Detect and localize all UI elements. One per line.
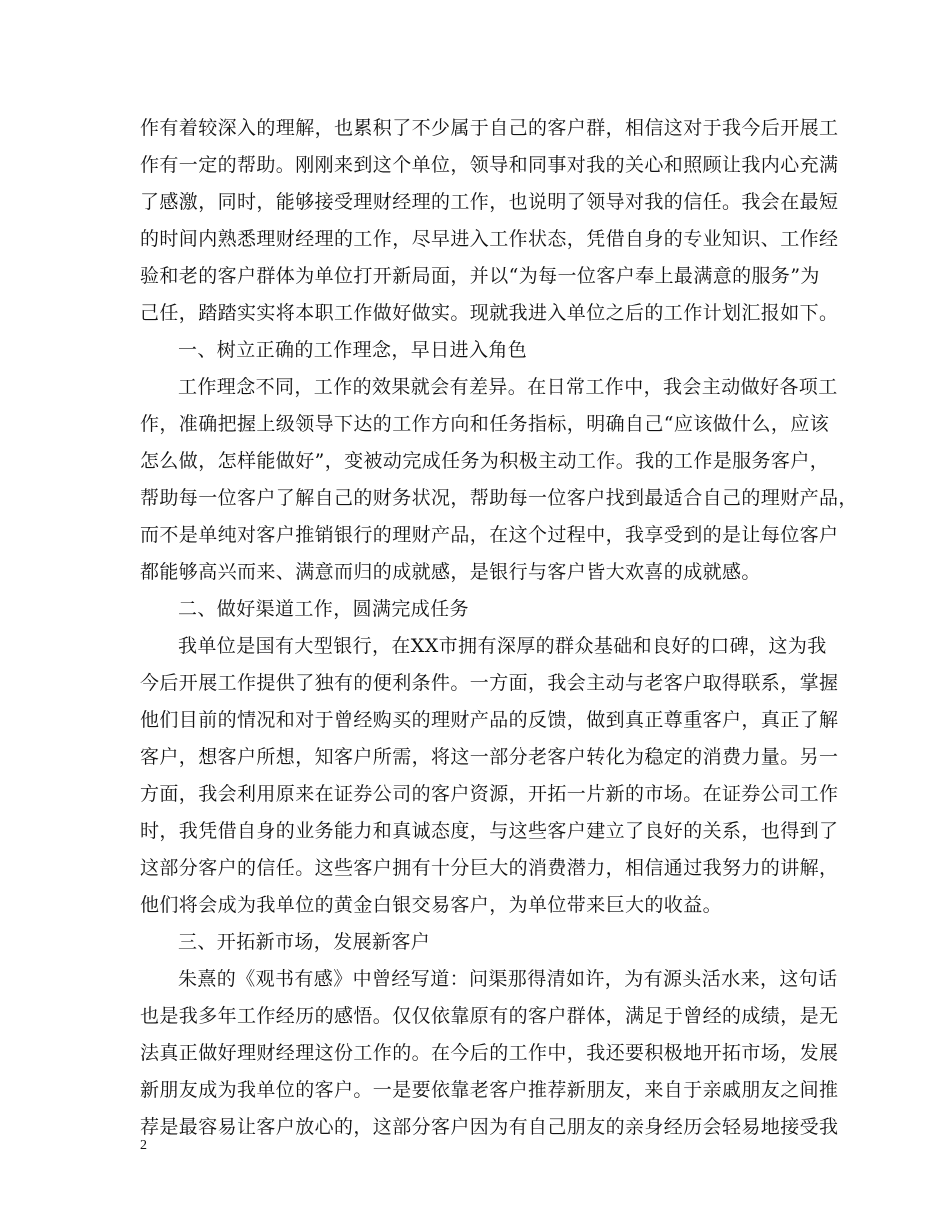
body-text-line: 他们将会成为我单位的黄金白银交易客户，为单位带来巨大的收益。 <box>140 894 723 916</box>
body-text-line: 了感激，同时，能够接受理财经理的工作，也说明了领导对我的信任。我会在最短 <box>140 191 839 213</box>
body-text-line: 他们目前的情况和对于曾经购买的理财产品的反馈，做到真正尊重客户，真正了解 <box>140 709 839 731</box>
body-text-line: 也是我多年工作经历的感悟。仅仅依靠原有的客户群体，满足于曾经的成绩，是无 <box>140 1005 839 1027</box>
body-text-line: 己任，踏踏实实将本职工作做好做实。现就我进入单位之后的工作计划汇报如下。 <box>140 302 839 324</box>
body-text-line: 作有着较深入的理解，也累积了不少属于自己的客户群，相信这对于我今后开展工 <box>140 117 839 139</box>
body-text-line: 法真正做好理财经理这份工作的。在今后的工作中，我还要积极地开拓市场，发展 <box>140 1042 839 1064</box>
body-text-line: 荐是最容易让客户放心的，这部分客户因为有自己朋友的亲身经历会轻易地接受我 <box>140 1116 839 1138</box>
body-text-line: 作有一定的帮助。刚刚来到这个单位，领导和同事对我的关心和照顾让我内心充满 <box>140 154 839 176</box>
body-text-line: 今后开展工作提供了独有的便利条件。一方面，我会主动与老客户取得联系，掌握 <box>140 672 839 694</box>
body-text-line: 方面，我会利用原来在证券公司的客户资源，开拓一片新的市场。在证券公司工作 <box>140 783 839 805</box>
body-text-line: 怎么做，怎样能做好”，变被动完成任务为积极主动工作。我的工作是服务客户， <box>140 450 830 472</box>
section-heading-3: 三、开拓新市场，发展新客户 <box>178 931 431 953</box>
body-text-line: 客户，想客户所想，知客户所需，将这一部分老客户转化为稳定的消费力量。另一 <box>140 746 839 768</box>
section-heading-2: 二、做好渠道工作，圆满完成任务 <box>178 598 470 620</box>
body-text-line: 而不是单纯对客户推销银行的理财产品，在这个过程中，我享受到的是让每位客户 <box>140 524 839 546</box>
body-text-line: 时，我凭借自身的业务能力和真诚态度，与这些客户建立了良好的关系，也得到了 <box>140 820 839 842</box>
section-heading-1: 一、树立正确的工作理念，早日进入角色 <box>178 339 528 361</box>
body-text-line: 这部分客户的信任。这些客户拥有十分巨大的消费潜力，相信通过我努力的讲解， <box>140 857 839 879</box>
body-text-line: 我单位是国有大型银行，在XX市拥有深厚的群众基础和良好的口碑，这为我 <box>178 635 827 657</box>
body-text-line: 帮助每一位客户了解自己的财务状况，帮助每一位客户找到最适合自己的理财产品， <box>140 487 858 509</box>
body-text-line: 验和老的客户群体为单位打开新局面，并以“为每一位客户奉上最满意的服务”为 <box>140 265 820 287</box>
body-text-line: 作，准确把握上级领导下达的工作方向和任务指标，明确自己“应该做什么，应该 <box>140 413 830 435</box>
body-text-line: 新朋友成为我单位的客户。一是要依靠老客户推荐新朋友，来自于亲戚朋友之间推 <box>140 1079 839 1101</box>
body-text-line: 都能够高兴而来、满意而归的成就感，是银行与客户皆大欢喜的成就感。 <box>140 561 761 583</box>
page-number: 2 <box>140 1138 147 1153</box>
body-text-line: 朱熹的《观书有感》中曾经写道：问渠那得清如许，为有源头活水来，这句话 <box>178 968 838 990</box>
body-text-line: 的时间内熟悉理财经理的工作，尽早进入工作状态，凭借自身的专业知识、工作经 <box>140 228 839 250</box>
body-text-line: 工作理念不同，工作的效果就会有差异。在日常工作中，我会主动做好各项工 <box>178 376 838 398</box>
